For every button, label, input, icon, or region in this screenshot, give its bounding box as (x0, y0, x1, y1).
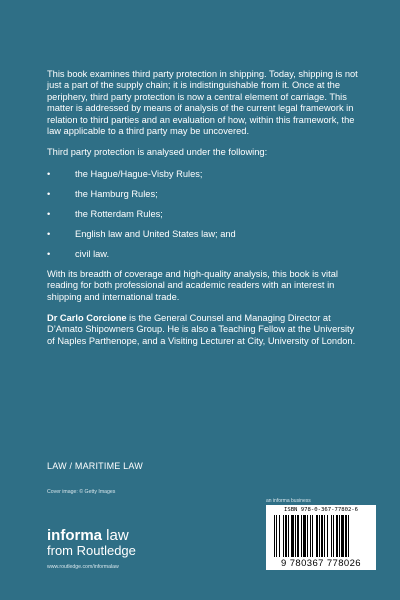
publisher-logo (47, 528, 136, 570)
list-item: • English law and United States law; and (47, 228, 236, 239)
barcode-bar (297, 515, 299, 557)
bullet-icon: • (47, 168, 51, 179)
barcode-bar (274, 515, 275, 557)
barcode-bar (324, 515, 325, 557)
barcode-bar (295, 515, 296, 557)
author-bio (47, 313, 359, 347)
barcode-bar (327, 515, 328, 557)
list-item: • the Hamburg Rules; (47, 188, 158, 199)
intro-paragraph: This book examines third party protection in shipping. Today, shipping is not just a part of the supply chain; it is indistinguishable from it. Once at the periphery, third party protection is now a central element of carriage. This matter is addressed by means of analysis of the current legal framework in relation to third parties and an evaluation of how, within this framework, the law applicable to a third party may be uncovered. (47, 69, 358, 137)
barcode-bar (307, 515, 308, 557)
barcode-icon (274, 515, 368, 557)
barcode-bar (279, 515, 280, 557)
barcode-bar (333, 515, 334, 557)
barcode-bar (301, 515, 302, 557)
topic-list (47, 169, 359, 260)
barcode-bar (345, 515, 347, 557)
bullet-icon: • (47, 248, 51, 259)
author-name: Dr Carlo Corcione (47, 313, 127, 324)
barcode-bar (291, 515, 294, 557)
barcode-bar (283, 515, 284, 557)
publisher-subtitle: from Routledge (47, 543, 136, 558)
bullet-icon: • (47, 188, 51, 199)
barcode-bar (319, 515, 320, 557)
analysed-intro: Third party protection is analysed under the following: (47, 147, 268, 158)
barcode-bar (303, 515, 306, 557)
barcode-bar (339, 515, 340, 557)
readership-paragraph: With its breadth of coverage and high-quality analysis, this book is vital reading for both professional and academic readers with an interest in shipping and international trade. (47, 268, 338, 302)
list-item: • civil law. (47, 248, 110, 259)
barcode-bar (285, 515, 287, 557)
barcode-bar (310, 515, 311, 557)
barcode-bar (312, 515, 313, 557)
isbn-barcode (266, 505, 376, 570)
business-note: an informa business (266, 498, 311, 504)
barcode-bar (336, 515, 338, 557)
barcode-number: 9 780367 778026 (281, 558, 361, 569)
barcode-bar (331, 515, 332, 557)
barcode-bar (276, 515, 277, 557)
isbn-text: ISBN 978-0-367-77802-6 (283, 507, 359, 513)
subject-category: LAW / MARITIME LAW (47, 461, 143, 471)
barcode-bar (341, 515, 344, 557)
list-item: • the Rotterdam Rules; (47, 208, 163, 219)
cover-credit: Cover image: © Getty Images (47, 489, 116, 495)
bullet-icon: • (47, 208, 51, 219)
author-bio-text: is the General Counsel and Managing Director at D’Amato Shipowners Group. He is also a Teaching Fellow at the University of Naples Parthenope, and a Visiting Lecturer at City, University of London. (47, 313, 356, 346)
publisher-name: informa law (47, 527, 129, 544)
barcode-bar (348, 515, 349, 557)
barcode-bar (316, 515, 318, 557)
list-item: • the Hague/Hague-Visby Rules; (47, 168, 203, 179)
bullet-icon: • (47, 228, 51, 239)
barcode-bar (321, 515, 323, 557)
blurb (47, 69, 359, 357)
publisher-url: www.routledge.com/informalaw (47, 564, 119, 570)
barcode-bar (288, 515, 289, 557)
